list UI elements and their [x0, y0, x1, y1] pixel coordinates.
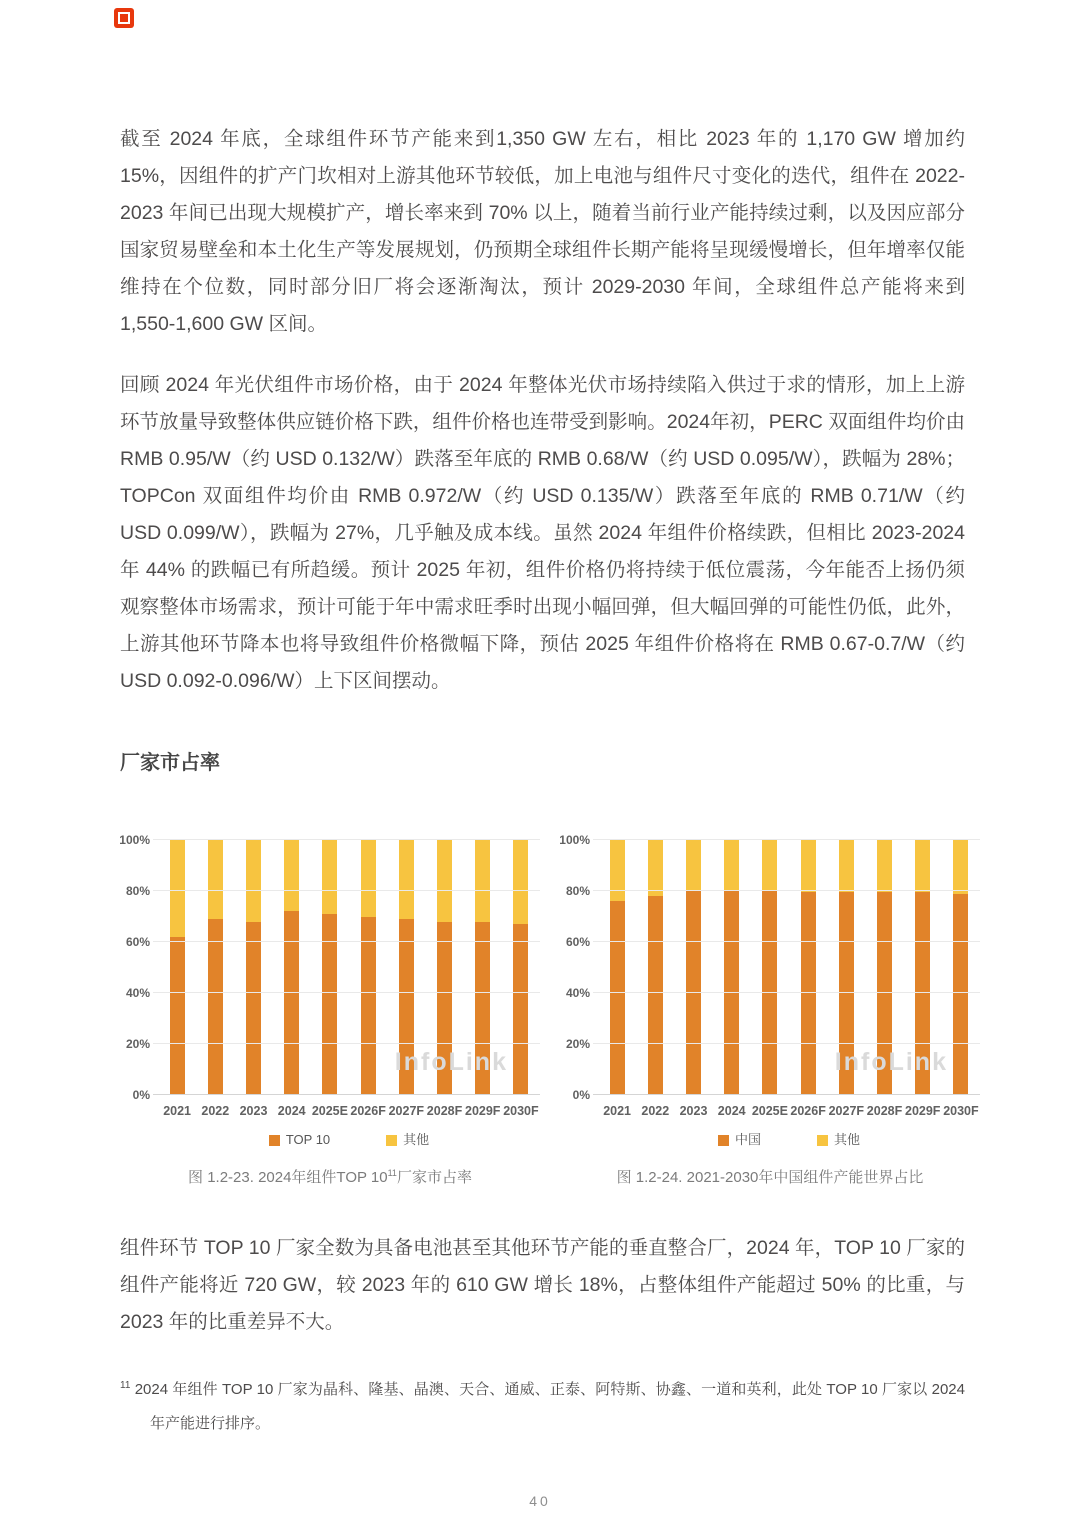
bar-2021	[610, 840, 625, 1095]
x-tick-label: 2030F	[943, 1104, 979, 1118]
legend-swatch	[718, 1135, 729, 1146]
segment-other	[208, 840, 223, 919]
legend-swatch	[269, 1135, 280, 1146]
segment-other	[437, 840, 452, 922]
x-tick-label: 2022	[641, 1104, 670, 1118]
legend-item	[386, 1133, 429, 1147]
bar-2022	[648, 840, 663, 1095]
segment-main	[284, 911, 299, 1095]
chart-china-capacity-share	[559, 833, 980, 1147]
segment-other	[801, 840, 816, 892]
x-tick-label: 2021	[163, 1104, 191, 1118]
y-tick-label: 40%	[565, 986, 590, 1000]
gridline	[593, 890, 980, 891]
gridline	[593, 992, 980, 993]
segment-other	[399, 840, 414, 919]
figure-caption-left	[120, 1163, 540, 1188]
bar-2024	[284, 840, 299, 1095]
segment-other	[475, 840, 490, 922]
x-tick-label: 2025E	[751, 1104, 788, 1118]
bar-2023	[246, 840, 261, 1095]
gridline	[153, 1094, 540, 1095]
caption-superscript: 11	[387, 1168, 397, 1178]
y-tick-label: 0%	[132, 1088, 150, 1102]
segment-main	[513, 924, 528, 1095]
y-tick-label: 0%	[572, 1088, 590, 1102]
caption-text: 图 1.2-23. 2024年组件TOP 10	[188, 1169, 388, 1186]
segment-other	[513, 840, 528, 924]
segment-other	[915, 840, 930, 892]
segment-other	[361, 840, 376, 917]
section-heading-market-share: 厂家市占率	[120, 752, 220, 774]
x-tick-label: 2030F	[503, 1104, 539, 1118]
y-tick-label: 100%	[559, 833, 590, 847]
brand-logo-mark	[114, 8, 134, 28]
segment-other	[284, 840, 299, 911]
y-tick-label: 100%	[119, 833, 150, 847]
x-tick-label: 2027F	[388, 1104, 425, 1118]
chart-legend	[158, 1133, 540, 1147]
segment-other	[877, 840, 892, 892]
segment-other	[724, 840, 739, 891]
x-tick-label: 2024	[717, 1104, 746, 1118]
chart-plot-row	[119, 833, 540, 1102]
y-tick-label: 80%	[125, 884, 150, 898]
y-axis	[559, 833, 598, 1102]
caption-text: 图 1.2-24. 2021-2030年中国组件产能世界占比	[616, 1169, 924, 1186]
gridline	[153, 839, 540, 840]
plot-area	[158, 840, 540, 1095]
x-tick-label: 2025E	[311, 1104, 348, 1118]
paragraph-price-review: 回顾 2024 年光伏组件市场价格，由于 2024 年整体光伏市场持续陷入供过于求的情形，加上上游环节放量导致整体供应链价格下跌，组件价格也连带受到影响。2024年初，PERC 双面组件均价由 RMB 0.95/W（约 USD 0.132/W）跌落至年底的 RMB 0.68/W（约 USD 0.095/W），跌幅为 28%；TOPCon 双面组件均价由 RMB 0.972/W（约 USD 0.135/W）跌落至年底的 RMB 0.71/W（约 USD 0.099/W），跌幅为 27%，几乎触及成本线。虽然 2024 年组件价格续跌，但相比 2023-2024 年 44% 的跌幅已有所趋缓。预计 2025 年初，组件价格仍将持续于低位震荡，今年能否上扬仍须观察整体市场需求，预计可能于年中需求旺季时出现小幅回弹，但大幅回弹的可能性仍低，此外，上游其他环节降本也将导致组件价格微幅下降，预估 2025 年组件价格将在 RMB 0.67-0.7/W（约 USD 0.092-0.096/W）上下区间摆动。	[120, 374, 966, 692]
segment-other	[839, 840, 854, 892]
y-tick-label: 20%	[125, 1037, 150, 1051]
segment-other	[246, 840, 261, 922]
figure-caption-right	[560, 1163, 980, 1188]
bar-2026F	[801, 840, 816, 1095]
x-axis-labels	[158, 1103, 540, 1119]
gridline	[153, 890, 540, 891]
segment-main	[953, 894, 968, 1095]
legend-item	[817, 1133, 860, 1147]
segment-other	[648, 840, 663, 896]
x-tick-label: 2023	[239, 1104, 268, 1118]
y-tick-label: 80%	[565, 884, 590, 898]
gridline	[153, 941, 540, 942]
y-axis	[119, 833, 158, 1102]
gridline	[153, 992, 540, 993]
footnote	[120, 1369, 965, 1441]
x-tick-label: 2022	[201, 1104, 230, 1118]
legend-item	[269, 1133, 330, 1147]
bar-2025E	[762, 840, 777, 1095]
x-tick-label: 2029F	[905, 1104, 941, 1118]
y-tick-label: 20%	[565, 1037, 590, 1051]
chart-legend	[598, 1133, 980, 1147]
footnote-marker: 11	[120, 1380, 131, 1391]
segment-main	[208, 919, 223, 1095]
segment-other	[170, 840, 185, 937]
legend-label: 其他	[834, 1132, 861, 1147]
segment-other	[610, 840, 625, 901]
gridline	[153, 1043, 540, 1044]
segment-main	[801, 892, 816, 1095]
footnote-text: 2024 年组件 TOP 10 厂家为晶科、隆基、晶澳、天合、通威、正泰、阿特斯、协鑫、一道和英利，此处 TOP 10 厂家以 2024 年产能进行排序。	[134, 1381, 965, 1432]
legend-label: 其他	[403, 1132, 430, 1147]
x-tick-label: 2021	[603, 1104, 631, 1118]
segment-other	[322, 840, 337, 914]
gridline	[593, 941, 980, 942]
legend-item	[718, 1133, 761, 1147]
x-tick-label: 2028F	[426, 1104, 463, 1118]
x-axis-labels	[598, 1103, 980, 1119]
bar-2030F	[953, 840, 968, 1095]
bar-2026F	[361, 840, 376, 1095]
paragraph-capacity-overview: 截至 2024 年底，全球组件环节产能来到1,350 GW 左右，相比 2023 年的 1,170 GW 增加约15%，因组件的扩产门坎相对上游其他环节较低，加上电池与组件尺寸变化的迭代，组件在 2022-2023 年间已出现大规模扩产，增长率来到 70% 以上，随着当前行业产能持续过剩，以及因应部分国家贸易壁垒和本土化生产等发展规划，仍预期全球组件长期产能将呈现缓慢增长，但年增率仅能维持在个位数，同时部分旧厂将会逐渐淘汰，预计 2029-2030 年间，全球组件总产能将来到 1,550-1,600 GW 区间。	[120, 128, 965, 335]
figure-captions	[120, 1163, 965, 1188]
caption-text: 厂家市占率	[396, 1169, 472, 1186]
segment-main	[648, 896, 663, 1095]
plot-area	[598, 840, 980, 1095]
legend-swatch	[386, 1135, 397, 1146]
x-tick-label: 2027F	[828, 1104, 865, 1118]
gridline	[593, 1043, 980, 1044]
legend-label: TOP 10	[285, 1132, 331, 1147]
y-tick-label: 60%	[125, 935, 150, 949]
y-tick-label: 60%	[565, 935, 590, 949]
infolink-watermark: InfoLink	[834, 1048, 948, 1076]
page-number: 40	[529, 1493, 551, 1509]
segment-main	[246, 922, 261, 1095]
gridline	[593, 1094, 980, 1095]
segment-main	[361, 917, 376, 1096]
paragraph-top10-capacity: 组件环节 TOP 10 厂家全数为具备电池甚至其他环节产能的垂直整合厂，2024 年，TOP 10 厂家的组件产能将近 720 GW，较 2023 年的 610 GW 增长 18%，占整体组件产能超过 50% 的比重，与 2023 年的比重差异不大。	[120, 1237, 965, 1333]
x-tick-label: 2026F	[350, 1104, 386, 1118]
gridline	[593, 839, 980, 840]
y-tick-label: 40%	[125, 986, 150, 1000]
segment-main	[170, 937, 185, 1095]
segment-main	[686, 891, 701, 1095]
bar-2021	[170, 840, 185, 1095]
segment-other	[686, 840, 701, 891]
bar-2022	[208, 840, 223, 1095]
chart-plot-row	[559, 833, 980, 1102]
x-tick-label: 2026F	[790, 1104, 826, 1118]
x-tick-label: 2024	[277, 1104, 306, 1118]
page-content	[119, 121, 979, 1441]
segment-other	[953, 840, 968, 894]
chart-top10-market-share	[119, 833, 540, 1147]
segment-other	[762, 840, 777, 890]
infolink-watermark: InfoLink	[394, 1048, 508, 1076]
bar-2025E	[322, 840, 337, 1095]
bar-2023	[686, 840, 701, 1095]
segment-main	[610, 901, 625, 1095]
bar-2024	[724, 840, 739, 1095]
legend-swatch	[817, 1135, 828, 1146]
bar-2030F	[513, 840, 528, 1095]
x-tick-label: 2029F	[465, 1104, 501, 1118]
x-tick-label: 2023	[679, 1104, 708, 1118]
figures-row	[119, 833, 979, 1147]
x-tick-label: 2028F	[866, 1104, 903, 1118]
segment-main	[724, 891, 739, 1095]
legend-label: 中国	[734, 1132, 761, 1147]
